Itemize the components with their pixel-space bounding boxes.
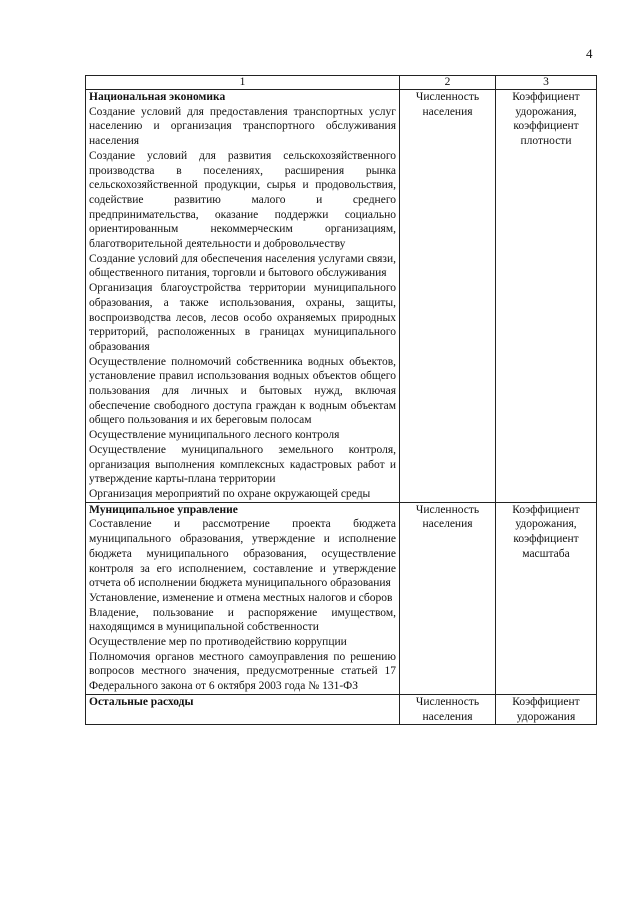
section-title: Остальные расходы [89, 695, 194, 708]
list-item: Установление, изменение и отмена местных налогов и сборов [89, 591, 393, 604]
indicator-cell: Численность населения [400, 694, 496, 724]
list-item: Организация благоустройства территории муниципального образования, а также использования, охраны, защиты, воспроизводства лесов, лесов особо охраняемых природных территорий, расположенных в границах муниципального образования [89, 282, 396, 353]
list-item: Составление и рассмотрение проекта бюджета муниципального образования, утверждение и исполнение бюджета муниципального образования, осуществление контроля за его исполнением, составление и утверждение отчета об исполнении бюджета муниципального образования [89, 518, 396, 590]
indicator-cell: Численность населения [400, 502, 496, 694]
section-row-national-economy [86, 90, 597, 503]
column-header-2: 2 [400, 76, 496, 90]
table-header-row [86, 76, 597, 90]
column-header-3: 3 [496, 76, 597, 90]
section-row-municipal-management [86, 502, 597, 694]
section-row-other-expenses [86, 694, 597, 724]
section-items-cell [86, 694, 400, 724]
list-item: Создание условий для развития сельскохозяйственного производства в поселениях, расширения рынка сельскохозяйственной продукции, сырья и продовольствия, содействие развитию малого и среднего предпринимательства, оказание поддержки социально ориентированным некоммерческим организациям, благотворительной деятельности и добровольчеству [89, 149, 396, 251]
list-item: Создание условий для обеспечения населения услугами связи, общественного питания, торговли и бытового обслуживания [89, 252, 396, 280]
column-header-1: 1 [86, 76, 400, 90]
coefficient-cell: Коэффициент удорожания, коэффициент плотности [496, 90, 597, 503]
page-number: 4 [586, 46, 593, 61]
list-item: Создание условий для предоставления транспортных услуг населению и организация транспортного обслуживания населения [89, 105, 396, 148]
list-item: Осуществление полномочий собственника водных объектов, установление правил использования водных объектов общего пользования для личных и бытовых нужд, включая обеспечение свободного доступа граждан к водным объектам общего пользования и их береговым полосам [89, 355, 396, 427]
section-items-cell [86, 502, 400, 694]
allocation-table [85, 75, 597, 725]
list-item: Владение, пользование и распоряжение имуществом, находящимся в муниципальной собственности [89, 606, 396, 634]
section-items-cell [86, 90, 400, 503]
list-item: Полномочия органов местного самоуправления по решению вопросов местного значения, предусмотренные статьей 17 Федерального закона от 6 октября 2003 года № 131-ФЗ [89, 650, 396, 693]
indicator-cell: Численность населения [400, 90, 496, 503]
coefficient-cell: Коэффициент удорожания [496, 694, 597, 724]
coefficient-cell: Коэффициент удорожания, коэффициент масштаба [496, 502, 597, 694]
list-item: Осуществление муниципального лесного контроля [89, 429, 340, 442]
list-item: Осуществление мер по противодействию коррупции [89, 636, 347, 649]
list-item: Организация мероприятий по охране окружающей среды [89, 487, 371, 500]
section-title: Национальная экономика [89, 91, 226, 103]
list-item: Осуществление муниципального земельного контроля, организация выполнения комплексных кадастровых работ и утверждение карты-плана территории [89, 443, 396, 486]
section-title: Муниципальное управление [89, 503, 238, 516]
